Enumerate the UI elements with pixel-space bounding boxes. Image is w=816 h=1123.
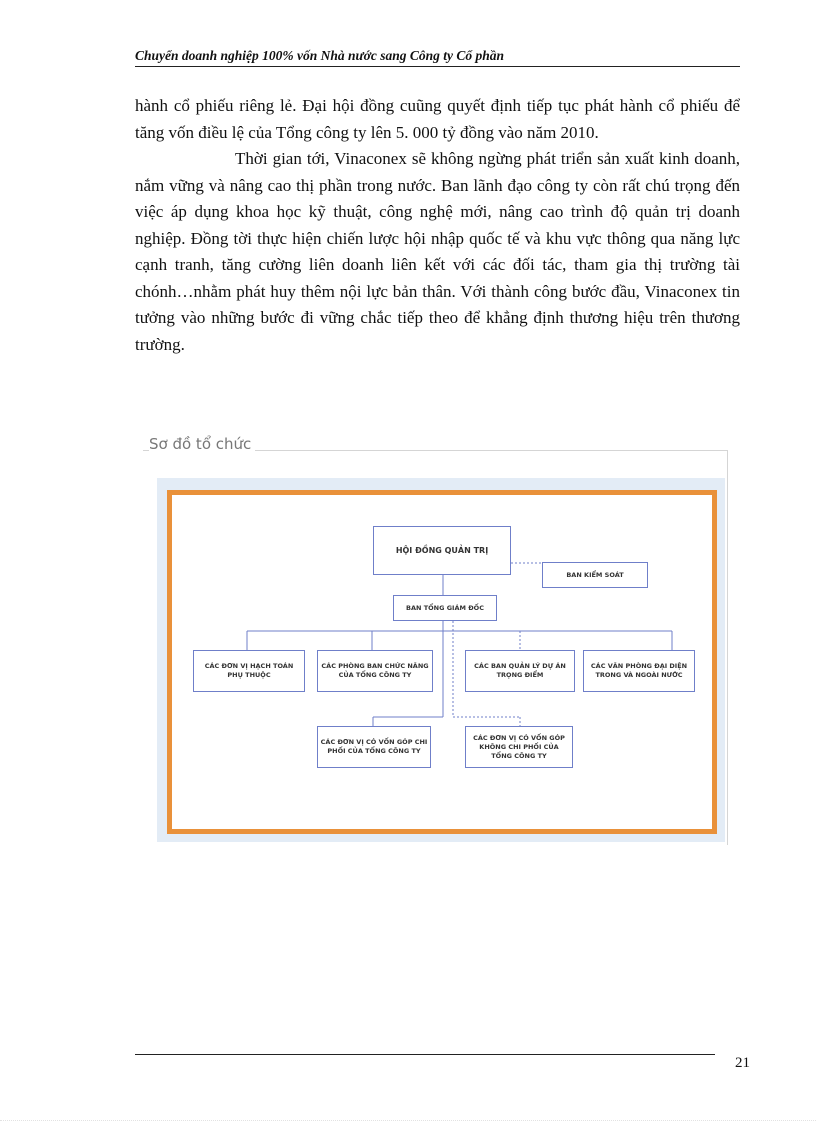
running-header: Chuyển doanh nghiệp 100% vốn Nhà nước sang Công ty Cổ phần (135, 48, 740, 67)
bottom-dotted-edge (0, 1120, 816, 1121)
footer-rule (135, 1054, 715, 1055)
node-board: HỘI ĐỒNG QUẢN TRỊ (373, 526, 511, 575)
node-supervisory: BAN KIỂM SOÁT (542, 562, 648, 588)
paragraph-2: Thời gian tới, Vinaconex sẽ không ngừng phát triển sản xuất kinh doanh, nắm vững và nâng cao thị phần trong nước. Ban lãnh đạo công ty còn rất chú trọng đến việc áp dụng khoa học kỹ thuật, công nghệ mới, nâng cao trình độ quản trị doanh nghiệp. Đồng tời thực hiện chiến lược hội nhập quốc tế và khu vực thông qua năng lực cạnh tranh, tăng cường liên doanh liên kết với các đối tác, tham gia thị trường tài chónh…nhằm phát huy thêm nội lực bản thân. Với thành công bước đầu, Vinaconex tin tưởng vào những bước đi vững chắc tiếp theo để khẳng định thương hiệu trên thương trường. (135, 149, 740, 354)
node-directors: BAN TỔNG GIÁM ĐỐC (393, 595, 497, 621)
node-rep-offices: CÁC VĂN PHÒNG ĐẠI DIỆN TRONG VÀ NGOÀI NƯỚC (583, 650, 695, 692)
paragraph-1: hành cổ phiếu riêng lẻ. Đại hội đồng cuũng quyết định tiếp tục phát hành cổ phiếu để tăng vốn điều lệ của Tổng công ty lên 5. 000 tỷ đồng vào năm 2010. (135, 96, 740, 142)
node-controlled-units: CÁC ĐƠN VỊ CÓ VỐN GÓP CHI PHỐI CỦA TỔNG CÔNG TY (317, 726, 431, 768)
page-number: 21 (735, 1055, 750, 1071)
org-chart-connectors (137, 428, 729, 846)
org-chart-figure (137, 428, 729, 846)
node-functional-depts: CÁC PHÒNG BAN CHỨC NĂNG CỦA TỔNG CÔNG TY (317, 650, 433, 692)
node-noncontrolled-units: CÁC ĐƠN VỊ CÓ VỐN GÓP KHÔNG CHI PHỐI CỦA TỔNG CÔNG TY (465, 726, 573, 768)
node-project-boards: CÁC BAN QUẢN LÝ DỰ ÁN TRỌNG ĐIỂM (465, 650, 575, 692)
body-text (135, 93, 740, 358)
figure-title: Sơ đồ tổ chức (149, 435, 255, 453)
node-dependent-units: CÁC ĐƠN VỊ HẠCH TOÁN PHỤ THUỘC (193, 650, 305, 692)
